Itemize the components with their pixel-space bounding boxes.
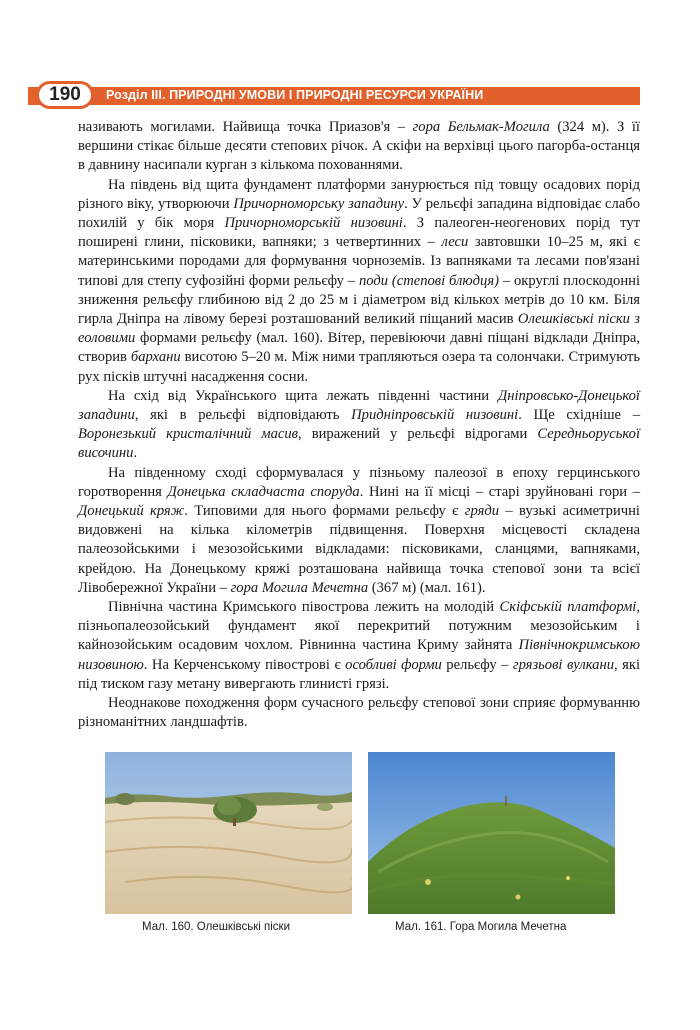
text-run: – округлі плоскодонні зниження рельєфу глибиною від 2 до 25 м і діаметром від кількох метрів до 10 км. Біля гирла Дніпра на лівому березі розташований великий піщаний масив [78,272,641,328]
page-number: 190 [36,81,94,109]
text-run: (367 м) (мал. 161). [368,579,486,596]
text-run: висотою 5–20 м. Між ними трапляються озера та солончаки. Стримують рух пісків штучні насадження сосни. [78,349,640,385]
text-run: (324 м). З її вершини стікає більше десяти степових річок. А скіфи на верхівці цього пагорба-останця в давнину насипали курган з кількома похованнями. [78,119,640,174]
text-run: . Ще східніше – [518,407,640,424]
text-run: . Типовими для нього формами рельєфу є [184,503,465,520]
text-run: , які в рельєфі відповідають [134,407,352,424]
emphasized-term: поди (степові блюдця) [358,272,499,289]
text-run: – вузькі асиметричні видовжені на кілька кілометрів підвищення. Поверхня місцевості складена палеозойськими і мезозойськими відкладами: пісковиками, сланцями, вапняками, крейдою. На Донецькому кряжі розташована найвища точка степової зони та всієї Лівобережної України – [78,503,640,596]
emphasized-term: Олешківські піски з еоловими [78,311,640,347]
emphasized-term: Північнокримською низовиною [78,637,640,673]
emphasized-term: Воронезький кристалічний масив [78,426,299,443]
emphasized-term: гряди [464,503,500,520]
emphasized-term: Дніпровсько-Донецької западини [78,387,640,424]
emphasized-term: особливі форми [345,656,442,673]
text-run: Неоднакове походження форм сучасного рельєфу степової зони сприяє формуванню різноманітних ландшафтів. [78,695,640,731]
emphasized-term: леси [441,234,469,251]
grassy-hill-photo [368,752,615,914]
paragraph [78,464,640,598]
text-run: рельєфу – [441,656,513,673]
emphasized-term: Скіфській платформі [499,599,637,616]
figure-160-caption: Мал. 160. Олешківські піски [142,921,291,933]
emphasized-term: гора Бельмак-Могила [412,119,550,135]
sand-dunes-photo [105,752,352,914]
text-run: . З палеоген-неогенових порід тут поширені глини, пісковики, вапняки; з четвертинних – [78,215,641,251]
page-header [28,81,640,109]
text-run: формами рельєфу (мал. 160). Вітер, перевіюючи давні піщані відклади Дніпра, створив [78,330,640,366]
body-text [78,118,640,733]
paragraph [78,176,640,387]
text-run: , виражений у рельєфі відрогами [298,426,538,443]
text-run: називають могилами. Найвища точка Приазов'я – [78,119,413,135]
text-run: На південному сході сформувалася у пізньому палеозої в епоху герцинського горотворення [78,464,640,500]
text-run: завтовшки 10–25 м, які є материнськими породами для формування чорноземів. Із вапняками та лесами пов'язані типові для степу суфозійні форми рельєфу – [78,234,640,289]
emphasized-term: грязьові вулкани [512,656,615,673]
text-run: . Нині на її місці – старі зруйновані гори – [359,483,640,500]
text-run: . [133,445,138,462]
figure-161-photo [368,752,615,914]
emphasized-term: бархани [130,349,181,366]
emphasized-term: Причорноморську западину [233,195,405,212]
paragraph [78,598,640,694]
text-run: , пізньопалеозойський фундамент якої перекритий потужним мезозойським і кайнозойським осадовим чохлом. Рівнинна частина Криму зайнята [78,599,640,654]
figure-161-caption: Мал. 161. Гора Могила Мечетна [395,921,567,933]
text-run: . На Керченському півострові є [143,656,346,673]
text-run: На південь від щита фундамент платформи занурюється під товщу осадових порід різного віку, утворюючи [78,176,640,212]
text-run: . У рельєфі западина відповідає слабо похилій у бік моря [78,195,640,232]
figure-160-photo [105,752,352,914]
emphasized-term: Причорноморській низовині [224,215,403,232]
text-run: , які під тиском газу метану вивергають глинисті грязі. [78,656,640,692]
text-run: Північна частина Кримського півострова лежить на молодій [108,599,500,616]
emphasized-term: Донецький кряж [78,503,185,520]
paragraph [78,694,640,732]
emphasized-term: Донецька складчаста споруда [167,483,360,500]
text-run: На схід від Українського щита лежать південні частини [108,387,498,404]
emphasized-term: Середньоруської височини [78,426,640,462]
emphasized-term: гора Могила Мечетна [230,579,369,596]
emphasized-term: Придніпровській низовині [351,407,519,424]
section-title: Розділ ІІІ. ПРИРОДНІ УМОВИ І ПРИРОДНІ РЕСУРСИ УКРАЇНИ [106,88,484,102]
paragraph [78,387,640,464]
paragraph [78,118,640,176]
